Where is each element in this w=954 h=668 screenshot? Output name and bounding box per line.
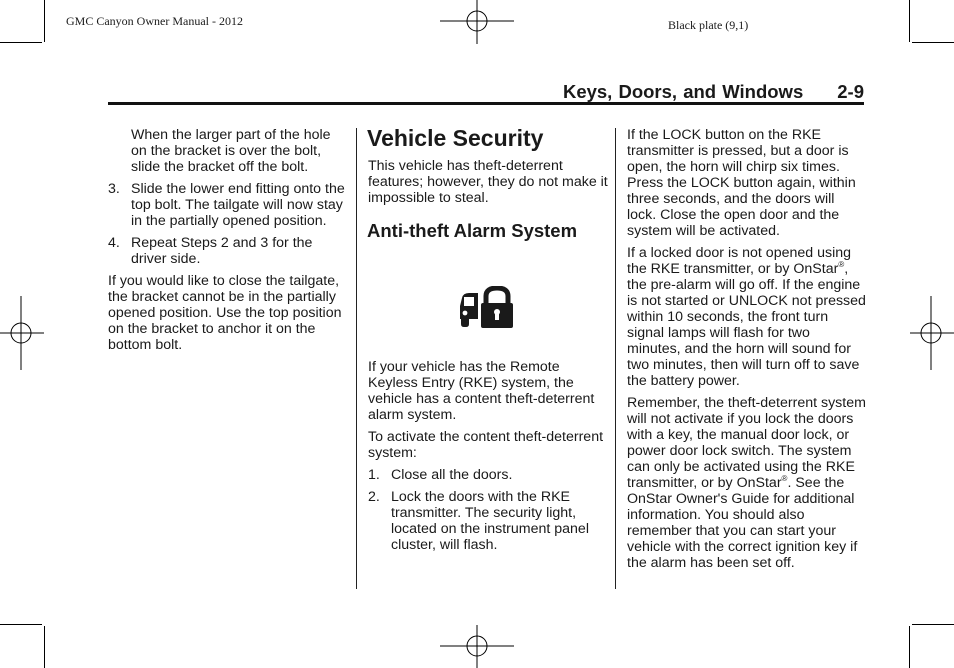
paragraph bbox=[627, 245, 867, 389]
list-item bbox=[108, 235, 348, 267]
paragraph bbox=[627, 395, 867, 571]
paragraph: If you would like to close the tailgate, the bracket cannot be in the partially opened position. Use the top position on the bracket to anchor it on the bottom bolt. bbox=[108, 273, 342, 353]
paragraph: If your vehicle has the Remote Keyless Entry (RKE) system, the vehicle has a content theft-deterrent alarm system. bbox=[368, 359, 595, 423]
security-lock-icon bbox=[458, 286, 514, 330]
registered-mark: ® bbox=[838, 260, 845, 269]
column-divider bbox=[615, 128, 616, 589]
column-1 bbox=[108, 127, 348, 359]
column-divider bbox=[356, 128, 357, 589]
list-item bbox=[368, 489, 610, 553]
list-text: Slide the lower end fitting onto the top bolt. The tailgate will now stay in the partially opened position. bbox=[131, 181, 345, 229]
subsection-title: Anti-theft Alarm System bbox=[367, 220, 578, 241]
column-2-body bbox=[368, 359, 610, 559]
list-item bbox=[108, 181, 348, 229]
section-header bbox=[563, 81, 864, 103]
registered-mark: ® bbox=[781, 474, 788, 483]
list-number: 3. bbox=[108, 181, 120, 197]
page-title: Vehicle Security bbox=[367, 125, 544, 151]
crop-mark bbox=[909, 0, 910, 42]
paragraph: To activate the content theft-deterrent system: bbox=[368, 429, 604, 461]
list-text: Repeat Steps 2 and 3 for the driver side. bbox=[131, 235, 313, 267]
text-run: . See the OnStar Owner's Guide for additional information. You should also remember that you can start your vehicle with the correct ignition key if the alarm has been set off. bbox=[627, 475, 858, 571]
list-text: Close all the doors. bbox=[391, 467, 513, 483]
paragraph: If the LOCK button on the RKE transmitter is pressed, but a door is open, the horn will chirp six times. Press the LOCK button again, within three seconds, and the doors will lock. Close the open door and the system will be activated. bbox=[627, 127, 856, 239]
crop-mark bbox=[0, 624, 42, 625]
crop-mark bbox=[912, 42, 954, 43]
column-2-intro bbox=[368, 158, 608, 212]
running-header-title: GMC Canyon Owner Manual - 2012 bbox=[66, 14, 243, 28]
text-run: If a locked door is not opened using the RKE transmitter, or by OnStar bbox=[627, 245, 852, 277]
registration-mark-bottom bbox=[440, 625, 514, 668]
registration-mark-right bbox=[910, 296, 954, 370]
list-number: 2. bbox=[368, 489, 380, 505]
column-3 bbox=[627, 127, 867, 577]
text-run: , the pre-alarm will go off. If the engine is not started or UNLOCK not pressed within 10 seconds, the front turn signal lamps will flash for two minutes, and the horn will sound for two minutes, then will turn off to save the battery power. bbox=[627, 261, 866, 389]
crop-mark bbox=[44, 626, 45, 668]
registration-mark-top bbox=[440, 0, 514, 44]
crop-mark bbox=[912, 624, 954, 625]
list-number: 1. bbox=[368, 467, 380, 483]
running-header-plate: Black plate (9,1) bbox=[668, 18, 749, 32]
paragraph: This vehicle has theft-deterrent features; however, they do not make it impossible to steal. bbox=[368, 158, 608, 206]
page-number: 2-9 bbox=[837, 81, 864, 102]
text-run: Remember, the theft-deterrent system will not activate if you lock the doors with a key, the manual door lock, or power door lock switch. The system can only be activated using the RKE transmitter, or by OnStar bbox=[627, 395, 866, 491]
list-number: 4. bbox=[108, 235, 120, 251]
continued-paragraph: When the larger part of the hole on the bracket is over the bolt, slide the bracket off the bolt. bbox=[131, 127, 331, 175]
header-rule bbox=[108, 102, 864, 105]
list-text: Lock the doors with the RKE transmitter. The security light, located on the instrument panel cluster, will flash. bbox=[391, 489, 589, 553]
list-item bbox=[368, 467, 610, 483]
section-title: Keys, Doors, and Windows bbox=[562, 81, 804, 102]
crop-mark bbox=[44, 0, 45, 42]
crop-mark bbox=[0, 42, 42, 43]
crop-mark bbox=[909, 626, 910, 668]
registration-mark-left bbox=[0, 296, 44, 370]
